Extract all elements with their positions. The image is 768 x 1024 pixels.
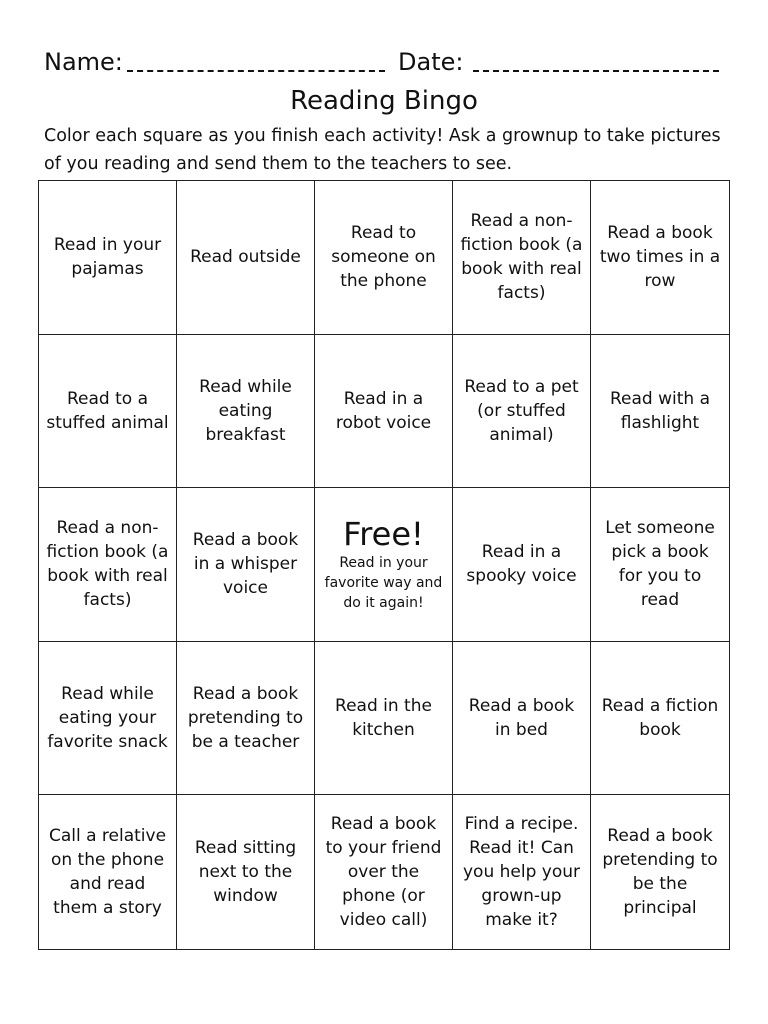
bingo-square-text: Call a relative on the phone and read them a story [48, 826, 167, 919]
bingo-square-text: Read in the kitchen [335, 696, 432, 741]
name-field[interactable] [44, 44, 385, 80]
bingo-square-text: Read a book pretending to be a teacher [187, 684, 304, 753]
bingo-square[interactable] [591, 335, 729, 489]
bingo-square[interactable] [453, 488, 591, 642]
bingo-square-text: Read to someone on the phone [331, 223, 436, 292]
date-field[interactable] [398, 44, 719, 80]
bingo-square[interactable] [177, 335, 315, 489]
bingo-square-text: Read a book in a whisper voice [192, 530, 299, 599]
bingo-square-text: Read a fiction book [601, 696, 719, 741]
bingo-square-text: Read a non-fiction book (a book with real facts) [460, 211, 583, 304]
bingo-square[interactable] [39, 335, 177, 489]
bingo-square-text: Read a book two times in a row [599, 223, 721, 292]
bingo-square[interactable] [39, 642, 177, 796]
bingo-square[interactable] [591, 642, 729, 796]
bingo-square-text: Let someone pick a book for you to read [605, 518, 715, 611]
name-blank-line[interactable] [127, 44, 385, 72]
bingo-square-text: Read to a pet (or stuffed animal) [464, 376, 579, 445]
bingo-free-square[interactable] [315, 488, 453, 642]
bingo-square-text: Read with a flashlight [609, 388, 710, 433]
bingo-square-text: Read to a stuffed animal [46, 388, 169, 433]
bingo-square[interactable] [591, 181, 729, 335]
bingo-square-text: Read a book pretending to be the principal [602, 826, 718, 919]
free-square-subtitle: Read in your favorite way and do it again! [324, 555, 443, 612]
bingo-square-text: Read outside [190, 247, 301, 268]
bingo-square[interactable] [39, 181, 177, 335]
bingo-square-text: Read a book in bed [468, 696, 575, 741]
bingo-square[interactable] [453, 642, 591, 796]
bingo-square-text: Read a book to your friend over the phone (or video call) [325, 814, 442, 931]
date-label: Date: [398, 48, 464, 76]
bingo-square[interactable] [315, 181, 453, 335]
bingo-square[interactable] [315, 335, 453, 489]
bingo-square[interactable] [39, 795, 177, 949]
bingo-square[interactable] [591, 488, 729, 642]
bingo-grid [38, 180, 730, 950]
instructions-text: Color each square as you finish each activity! Ask a grownup to take pictures of you reading and send them to the teachers to see. [44, 126, 721, 174]
name-label: Name: [44, 48, 123, 76]
bingo-square-text: Read sitting next to the window [194, 838, 297, 907]
bingo-square[interactable] [453, 335, 591, 489]
bingo-square[interactable] [591, 795, 729, 949]
date-blank-line[interactable] [473, 44, 719, 72]
header-row [44, 44, 734, 80]
bingo-square[interactable] [177, 795, 315, 949]
bingo-square[interactable] [453, 181, 591, 335]
bingo-square[interactable] [177, 642, 315, 796]
bingo-square-text: Find a recipe. Read it! Can you help your grown-up make it? [462, 814, 581, 931]
bingo-square[interactable] [453, 795, 591, 949]
bingo-square-text: Read in your pajamas [53, 235, 162, 280]
free-square-title: Free! [343, 515, 424, 554]
bingo-square-text: Read in a robot voice [335, 388, 432, 433]
bingo-square-text: Read in a spooky voice [466, 542, 577, 587]
bingo-square[interactable] [315, 642, 453, 796]
bingo-square[interactable] [177, 181, 315, 335]
bingo-square-text: Read while eating your favorite snack [47, 684, 168, 753]
page-title: Reading Bingo [290, 86, 478, 116]
bingo-square-text: Read while eating breakfast [199, 376, 292, 445]
bingo-square[interactable] [315, 795, 453, 949]
bingo-square[interactable] [39, 488, 177, 642]
bingo-square[interactable] [177, 488, 315, 642]
bingo-square-text: Read a non-fiction book (a book with real facts) [46, 518, 169, 611]
